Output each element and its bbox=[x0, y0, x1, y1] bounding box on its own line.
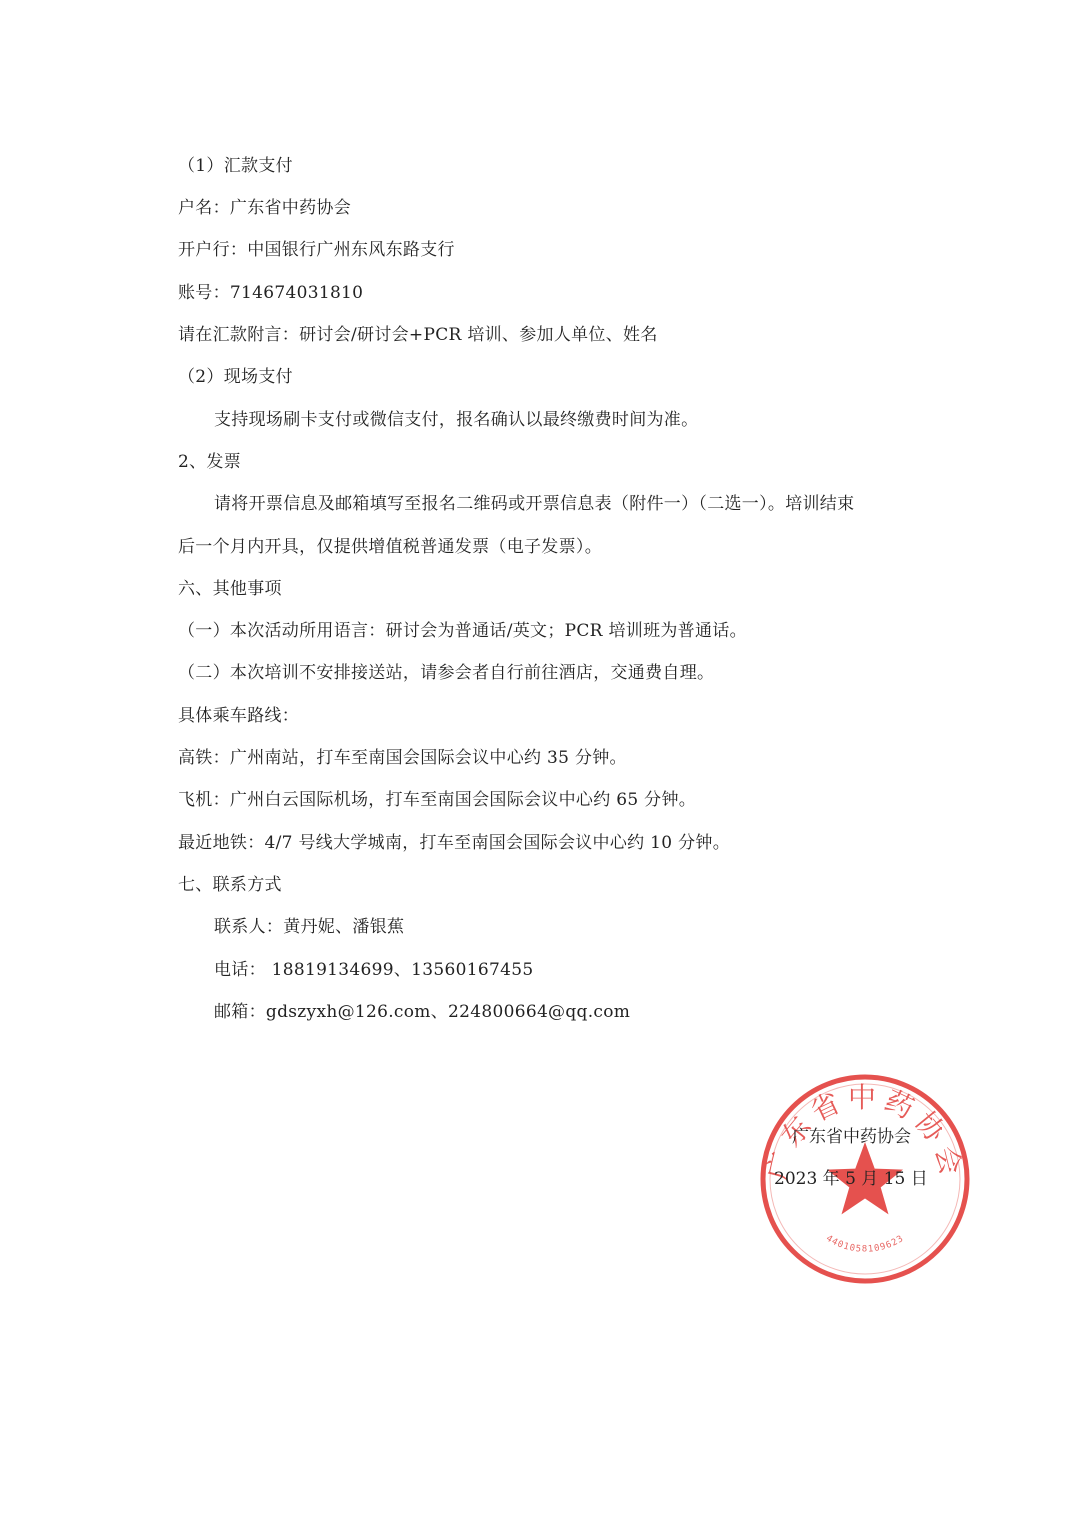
onsite-text: 支持现场刷卡支付或微信支付，报名确认以最终缴费时间为准。 bbox=[214, 410, 699, 430]
contact-heading: 七、联系方式 bbox=[178, 875, 282, 895]
transport-item: （二）本次培训不安排接送站，请参会者自行前往酒店，交通费自理。 bbox=[178, 663, 715, 683]
remit-remark: 请在汇款附言：研讨会/研讨会+PCR 培训、参加人单位、姓名 bbox=[178, 325, 658, 345]
account-number: 账号：714674031810 bbox=[178, 283, 364, 303]
invoice-text-line1: 请将开票信息及邮箱填写至报名二维码或开票信息表（附件一）（二选一）。培训结束 bbox=[214, 494, 855, 514]
remit-heading: （1）汇款支付 bbox=[178, 156, 293, 176]
other-heading: 六、其他事项 bbox=[178, 579, 282, 599]
route-heading: 具体乘车路线： bbox=[178, 706, 300, 726]
signature-date: 2023 年 5 月 15 日 bbox=[774, 1169, 928, 1189]
contact-person: 联系人：黄丹妮、潘银蕉 bbox=[214, 917, 405, 937]
account-name: 户名：广东省中药协会 bbox=[178, 198, 351, 218]
svg-text:4401058109623: 4401058109623 bbox=[824, 1233, 906, 1255]
bank-name: 开户行：中国银行广州东风东路支行 bbox=[178, 240, 455, 260]
contact-email: 邮箱：gdszyxh@126.com、224800664@qq.com bbox=[214, 1002, 631, 1022]
invoice-heading: 2、发票 bbox=[178, 452, 242, 472]
route-rail: 高铁：广州南站，打车至南国会国际会议中心约 35 分钟。 bbox=[178, 748, 627, 768]
invoice-text-line2: 后一个月内开具，仅提供增值税普通发票（电子发票）。 bbox=[178, 537, 602, 557]
route-metro: 最近地铁：4/7 号线大学城南，打车至南国会国际会议中心约 10 分钟。 bbox=[178, 833, 731, 853]
signature-org: 广东省中药协会 bbox=[792, 1127, 911, 1147]
svg-text:广东省中药协会: 广东省中药协会 bbox=[760, 1080, 970, 1184]
onsite-heading: （2）现场支付 bbox=[178, 367, 293, 387]
language-item: （一）本次活动所用语言：研讨会为普通话/英文；PCR 培训班为普通话。 bbox=[178, 621, 747, 641]
contact-phone: 电话： 18819134699、13560167455 bbox=[214, 960, 534, 980]
route-air: 飞机：广州白云国际机场，打车至南国会国际会议中心约 65 分钟。 bbox=[178, 790, 697, 810]
